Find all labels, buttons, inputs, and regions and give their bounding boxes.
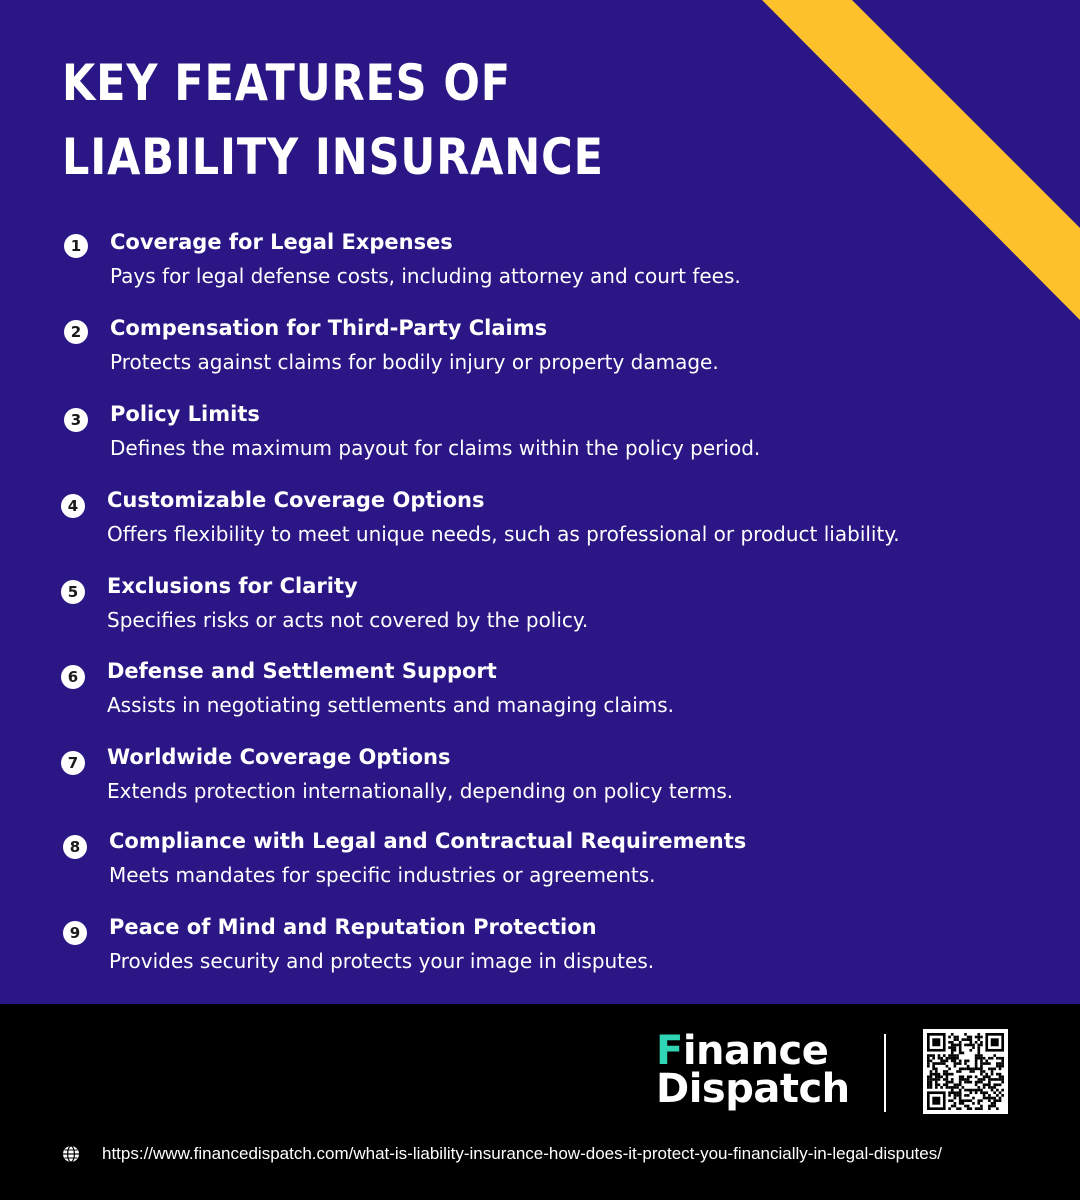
feature-description: Extends protection internationally, depending on policy terms. bbox=[107, 779, 734, 803]
feature-item bbox=[0, 486, 1080, 566]
feature-item bbox=[0, 314, 1080, 394]
feature-item bbox=[0, 657, 1080, 737]
globe-icon bbox=[62, 1145, 80, 1163]
feature-description: Assists in negotiating settlements and managing claims. bbox=[107, 693, 675, 717]
logo-line2: Dispatch bbox=[656, 1066, 850, 1112]
footer-divider bbox=[884, 1034, 886, 1112]
feature-number: 7 bbox=[61, 751, 85, 775]
qr-code-icon[interactable] bbox=[923, 1029, 1008, 1114]
page-title: KEY FEATURES OF LIABILITY INSURANCE bbox=[62, 54, 604, 186]
source-url-link[interactable]: https://www.financedispatch.com/what-is-liability-insurance-how-does-it-protect-you-financially-in-legal-disputes/ bbox=[102, 1144, 942, 1163]
feature-title: Defense and Settlement Support bbox=[107, 659, 497, 683]
feature-description: Pays for legal defense costs, including attorney and court fees. bbox=[110, 264, 741, 288]
feature-number: 3 bbox=[64, 408, 88, 432]
feature-number: 6 bbox=[61, 665, 85, 689]
feature-description: Provides security and protects your image in disputes. bbox=[109, 949, 655, 973]
feature-item bbox=[0, 572, 1080, 652]
feature-number: 8 bbox=[63, 835, 87, 859]
feature-description: Meets mandates for specific industries or agreements. bbox=[109, 863, 656, 887]
feature-item bbox=[0, 400, 1080, 480]
feature-item bbox=[0, 228, 1080, 308]
logo-accent-letter: F bbox=[656, 1028, 683, 1074]
feature-title: Worldwide Coverage Options bbox=[107, 745, 451, 769]
feature-description: Specifies risks or acts not covered by the policy. bbox=[107, 608, 589, 632]
logo-line1: Finance bbox=[656, 1028, 829, 1074]
footer bbox=[0, 1004, 1080, 1200]
feature-item bbox=[0, 743, 1080, 823]
feature-number: 1 bbox=[64, 234, 88, 258]
feature-number: 9 bbox=[63, 921, 87, 945]
feature-title: Customizable Coverage Options bbox=[107, 488, 485, 512]
feature-title: Policy Limits bbox=[110, 402, 260, 426]
feature-title: Compensation for Third-Party Claims bbox=[110, 316, 548, 340]
feature-description: Protects against claims for bodily injury or property damage. bbox=[110, 350, 719, 374]
feature-item bbox=[0, 827, 1080, 907]
finance-dispatch-logo[interactable] bbox=[656, 1028, 850, 1112]
feature-title: Compliance with Legal and Contractual Requirements bbox=[109, 829, 747, 853]
feature-description: Defines the maximum payout for claims within the policy period. bbox=[110, 436, 761, 460]
feature-number: 2 bbox=[64, 320, 88, 344]
feature-description: Offers flexibility to meet unique needs, such as professional or product liability. bbox=[107, 522, 900, 546]
feature-title: Coverage for Legal Expenses bbox=[110, 230, 453, 254]
feature-number: 4 bbox=[61, 494, 85, 518]
feature-title: Peace of Mind and Reputation Protection bbox=[109, 915, 597, 939]
feature-item bbox=[0, 913, 1080, 993]
feature-number: 5 bbox=[61, 580, 85, 604]
feature-title: Exclusions for Clarity bbox=[107, 574, 358, 598]
